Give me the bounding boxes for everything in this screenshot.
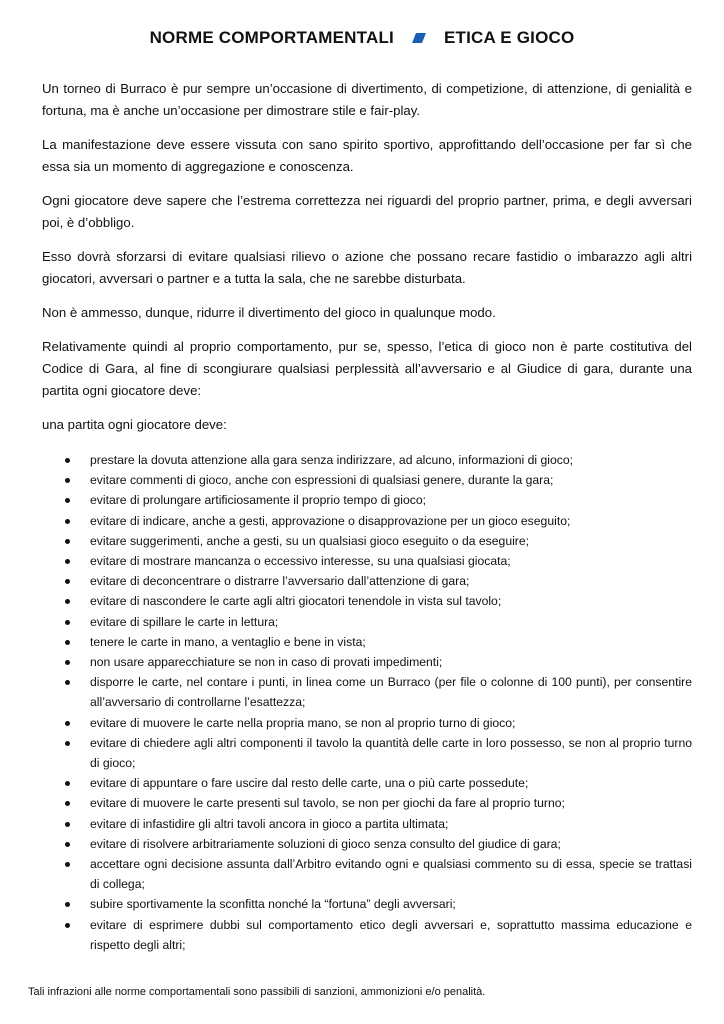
rule-item — [42, 915, 692, 955]
bullet-icon — [65, 559, 70, 564]
rule-item — [42, 733, 692, 773]
bullet-icon — [65, 781, 70, 786]
header-title-left: NORME COMPORTAMENTALI — [149, 28, 394, 47]
rule-text: evitare di esprimere dubbi sul comportamento etico degli avversari e, soprattutto massima educazione e rispetto degli altri; — [90, 917, 692, 952]
bullet-icon — [65, 902, 70, 907]
rule-item — [42, 571, 692, 591]
rule-item — [42, 672, 692, 712]
rule-text: evitare di mostrare mancanza o eccessivo interesse, su una qualsiasi giocata; — [90, 554, 511, 569]
bullet-icon — [65, 862, 70, 867]
bullet-icon — [65, 923, 70, 928]
paragraph-spirit: La manifestazione deve essere vissuta con sano spirito sportivo, approfittando dell’occasione per far sì che essa sia un momento di aggregazione e conoscenza. — [42, 137, 692, 174]
header-title-right: ETICA E GIOCO — [443, 28, 575, 47]
rule-text: evitare di prolungare artificiosamente il proprio tempo di gioco; — [90, 493, 427, 508]
bullet-icon — [65, 721, 70, 726]
rule-item — [42, 591, 692, 611]
rule-text: tenere le carte in mano, a ventaglio e bene in vista; — [90, 634, 366, 649]
bullet-icon — [65, 640, 70, 645]
rules-list — [42, 450, 692, 955]
rule-item — [42, 612, 692, 632]
rule-text: prestare la dovuta attenzione alla gara senza indirizzare, ad alcuno, informazioni di gioco; — [90, 453, 574, 467]
rule-text: subire sportivamente la sconfitta nonché la “fortuna” degli avversari; — [90, 897, 456, 912]
rule-item — [42, 894, 692, 914]
rule-item — [42, 793, 692, 813]
rule-text: evitare di muovere le carte presenti sul tavolo, se non per giochi da fare al proprio turno; — [90, 796, 565, 811]
rule-text: non usare apparecchiature se non in caso di provati impedimenti; — [90, 655, 443, 670]
rule-item — [42, 834, 692, 854]
paragraph-behaviour: Relativamente quindi al proprio comportamento, pur se, spesso, l’etica di gioco non è parte costitutiva del Codice di Gara, al fine di scongiurare qualsiasi perplessità all’avversario e al Giudice di gara, durante una partita ogni giocatore deve: — [42, 339, 692, 398]
document-body — [42, 78, 692, 955]
rule-item — [42, 713, 692, 733]
rule-item — [42, 551, 692, 571]
rule-item — [42, 470, 692, 490]
rule-text: evitare di risolvere arbitrariamente soluzioni di gioco senza consulto del giudice di gara; — [90, 836, 561, 851]
rule-item — [42, 450, 692, 470]
blue-slash-icon — [412, 33, 426, 43]
rule-text: evitare di appuntare o fare uscire dal resto delle carte, una o più carte possedute; — [90, 776, 529, 791]
rule-text: evitare di infastidire gli altri tavoli ancora in gioco a partita ultimata; — [90, 816, 449, 831]
bullet-icon — [65, 620, 70, 625]
bullet-icon — [65, 599, 70, 604]
bullet-icon — [65, 842, 70, 847]
bullet-icon — [65, 519, 70, 524]
rule-item — [42, 773, 692, 793]
rule-text: evitare di indicare, anche a gesti, approvazione o disapprovazione per un gioco eseguito; — [90, 513, 571, 528]
bullet-icon — [65, 660, 70, 665]
paragraph-correctness: Ogni giocatore deve sapere che l’estrema correttezza nei riguardi del proprio partner, prima, e degli avversari poi, è d’obbligo. — [42, 193, 692, 230]
paragraph-avoid-disturb: Esso dovrà sforzarsi di evitare qualsiasi rilievo o azione che possano recare fastidio o imbarazzo agli altri giocatori, avversari o partner e a tutta la sala, che ne sarebbe disturbata. — [42, 249, 692, 286]
paragraph-lead-in: una partita ogni giocatore deve: — [42, 417, 227, 432]
rule-text: accettare ogni decisione assunta dall’Arbitro evitando ogni e qualsiasi commento su di essa, specie se trattasi di collega; — [90, 857, 692, 892]
bullet-icon — [65, 478, 70, 483]
rule-item — [42, 854, 692, 894]
rule-text: evitare suggerimenti, anche a gesti, su un qualsiasi gioco eseguito o da eseguire; — [90, 533, 530, 548]
page-header — [0, 28, 724, 48]
rule-text: disporre le carte, nel contare i punti, in linea come un Burraco (per file o colonne di 100 punti), per consentire all’avversario di controllarne l’esattezza; — [90, 675, 692, 710]
bullet-icon — [65, 539, 70, 544]
footer-note: Tali infrazioni alle norme comportamentali sono passibili di sanzioni, ammonizioni e/o penalità. — [28, 986, 486, 998]
paragraph-not-allowed: Non è ammesso, dunque, ridurre il divertimento del gioco in qualunque modo. — [42, 305, 496, 320]
bullet-icon — [65, 579, 70, 584]
bullet-icon — [65, 680, 70, 685]
bullet-icon — [65, 822, 70, 827]
bullet-icon — [65, 458, 70, 463]
paragraph-intro: Un torneo di Burraco è pur sempre un’occasione di divertimento, di competizione, di attenzione, di genialità e fortuna, ma è anche un’occasione per dimostrare stile e fair-play. — [42, 81, 692, 118]
rule-text: evitare di chiedere agli altri componenti il tavolo la quantità delle carte in loro possesso, se non al proprio turno di gioco; — [90, 735, 692, 771]
rule-item — [42, 652, 692, 672]
rule-item — [42, 632, 692, 652]
bullet-icon — [65, 741, 70, 746]
rule-item — [42, 531, 692, 551]
rule-text: evitare di nascondere le carte agli altri giocatori tenendole in vista sul tavolo; — [90, 594, 502, 609]
bullet-icon — [65, 498, 70, 503]
rule-text: evitare di deconcentrare o distrarre l’avversario dall’attenzione di gara; — [90, 574, 470, 589]
bullet-icon — [65, 801, 70, 806]
rule-item — [42, 511, 692, 531]
rule-text: evitare commenti di gioco, anche con espressioni di qualsiasi genere, durante la gara; — [90, 473, 554, 488]
rule-item — [42, 814, 692, 834]
rule-text: evitare di spillare le carte in lettura; — [90, 614, 279, 629]
rule-item — [42, 490, 692, 510]
rule-text: evitare di muovere le carte nella propria mano, se non al proprio turno di gioco; — [90, 715, 516, 730]
